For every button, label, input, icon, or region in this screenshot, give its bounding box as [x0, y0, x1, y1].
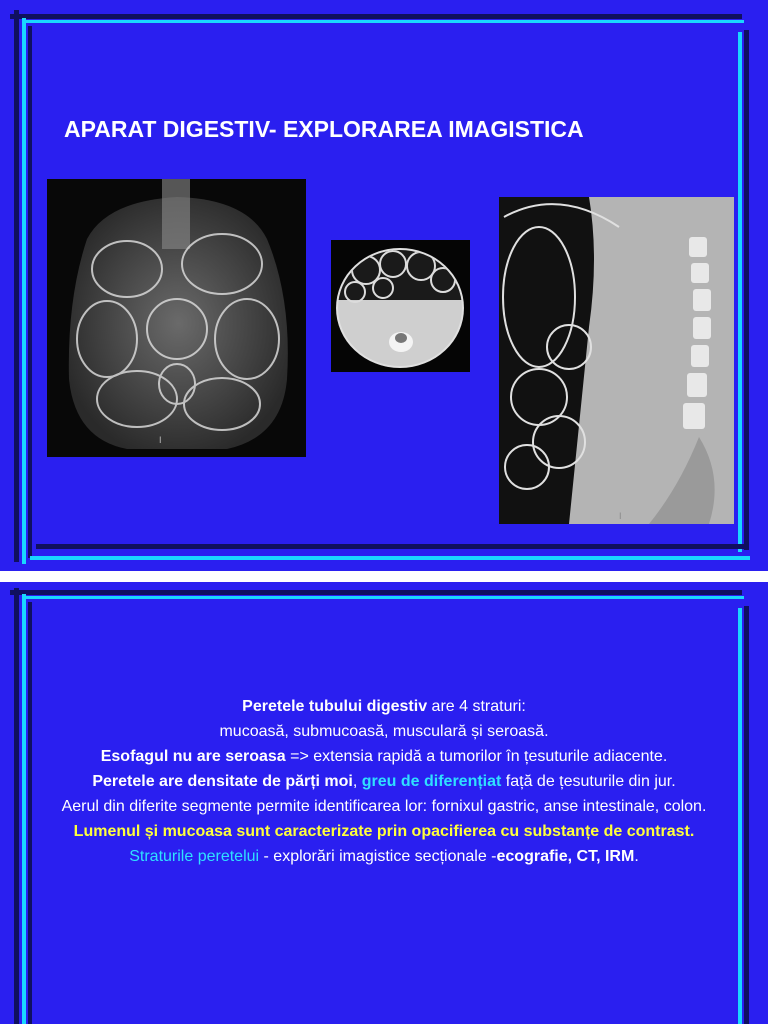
left-bar-dark [14, 10, 19, 562]
slide-title: APARAT DIGESTIV- EXPLORAREA IMAGISTICA [64, 116, 584, 142]
paragraph-layers [26, 696, 742, 718]
top-bar-dark-2 [10, 590, 742, 595]
paragraph-layer-list: mucoasă, submucoasă, musculară și seroasă. [219, 723, 549, 740]
top-bar-cyan-2 [24, 596, 744, 599]
esophagus-rest: => extensia rapidă a tumorilor în țesuturile adiacente. [285, 748, 668, 765]
slide-gap [0, 571, 768, 582]
sagittal-ct-abdomen-icon [499, 197, 734, 524]
right-bar-dark-2 [744, 606, 749, 1024]
slide-2 [0, 582, 768, 1024]
esophagus-bold: Esofagul nu are seroasa [100, 748, 286, 765]
right-bar-cyan [738, 32, 742, 552]
coronal-image-caption: I [159, 435, 162, 445]
paragraph-esophagus [26, 746, 742, 768]
axial-ct-image [331, 240, 470, 372]
left-bar-inner [28, 26, 32, 558]
slide-2-text [26, 696, 742, 871]
wall-layers-end: . [634, 848, 639, 865]
density-bold: Peretele are densitate de părți moi [92, 773, 353, 790]
sagittal-image-caption: I [619, 511, 622, 521]
sagittal-ct-image [499, 197, 734, 524]
right-bar-dark [744, 30, 749, 550]
paragraph-density [26, 771, 742, 793]
density-highlight: greu de diferențiat [361, 773, 502, 790]
density-rest: față de țesuturile din jur. [501, 773, 676, 790]
paragraph-wall-layers [26, 846, 742, 868]
paragraph-air: Aerul din diferite segmente permite identificarea lor: fornixul gastric, anse intestinale, colon. [61, 798, 707, 815]
wall-layers-highlight: Straturile peretelui [129, 848, 260, 865]
density-sep: , [352, 773, 362, 790]
top-bar-cyan [24, 20, 744, 23]
wall-layers-rest: - explorări imagistice secționale - [259, 848, 497, 865]
wall-layers-bold: ecografie, CT, IRM [496, 848, 635, 865]
coronal-ct-image [47, 179, 306, 457]
bottom-bar-dark [36, 544, 748, 549]
coronal-ct-abdomen-icon [47, 179, 306, 457]
paragraph-contrast: Lumenul și mucoasa sunt caracterizate prin opacifierea cu substanțe de contrast. [73, 823, 695, 840]
axial-ct-abdomen-icon [331, 240, 470, 372]
layers-bold: Peretele tubului digestiv [242, 698, 428, 715]
bottom-bar-cyan [30, 556, 750, 560]
top-bar-dark [10, 14, 742, 19]
left-bar-dark-2 [14, 588, 19, 1024]
left-bar-cyan [22, 18, 26, 564]
layers-rest: are 4 straturi: [427, 698, 526, 715]
